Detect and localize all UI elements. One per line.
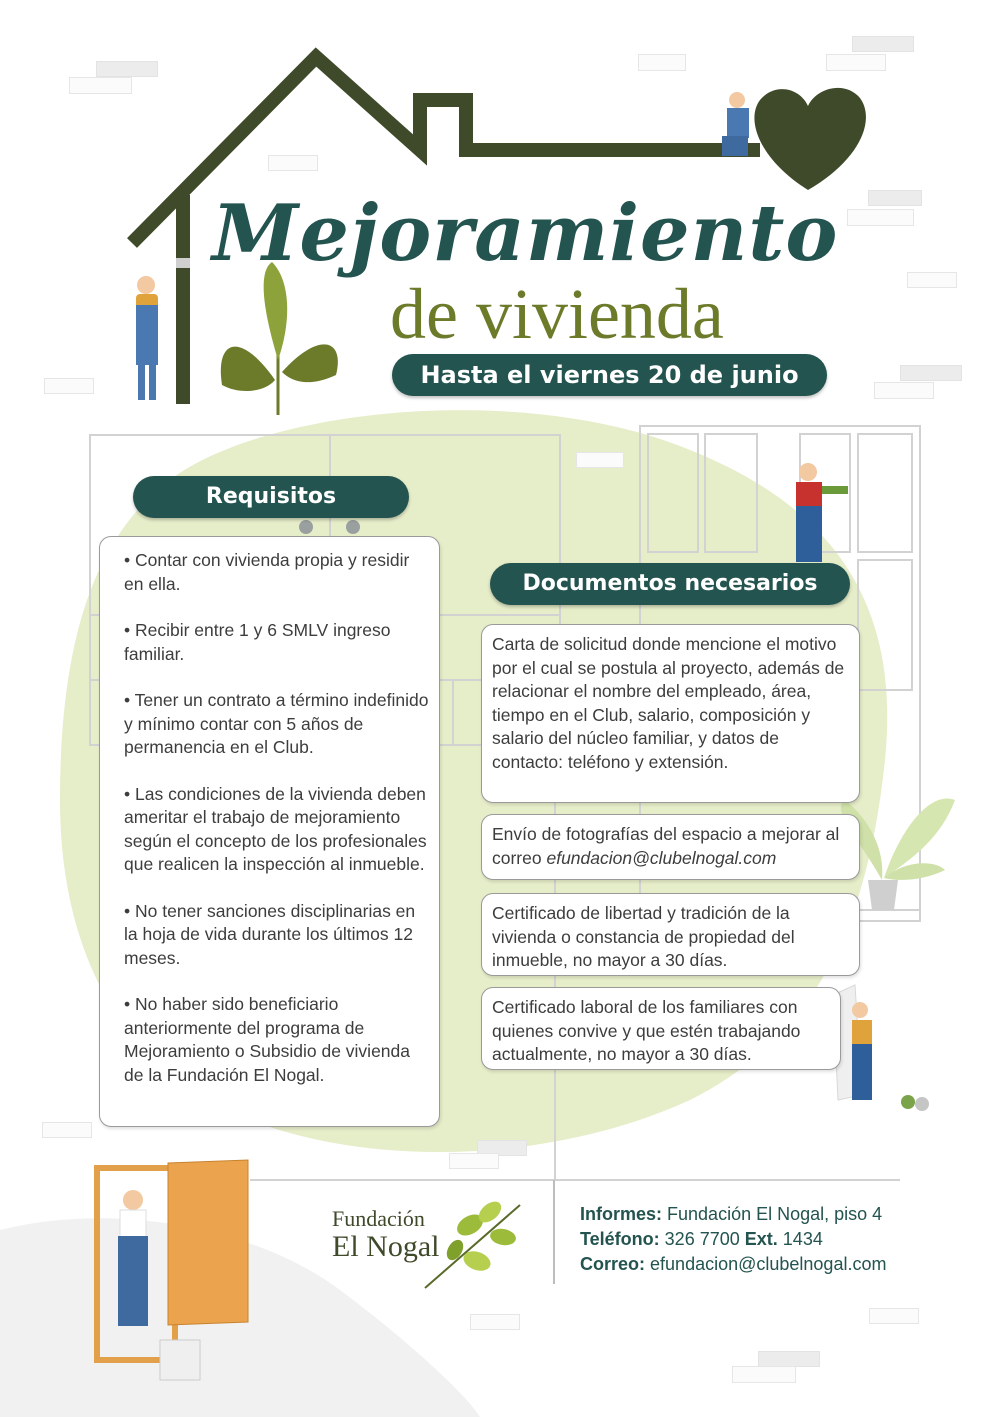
email-value[interactable]: efundacion@clubelnogal.com <box>650 1254 887 1274</box>
brick <box>869 1308 919 1324</box>
email-row <box>580 1254 886 1275</box>
document-item <box>481 814 860 880</box>
ext-label: Ext. <box>744 1229 778 1249</box>
worker-wallpaper-icon <box>833 985 929 1111</box>
page-title-sub: de vivienda <box>390 274 724 354</box>
brick <box>96 61 158 77</box>
phone-row <box>580 1229 823 1250</box>
phone-label: Teléfono: <box>580 1229 660 1249</box>
brick <box>638 54 686 71</box>
requirement-item: • No haber sido beneficiario anteriormente del programa de Mejoramiento o Subsidio de vivienda de la Fundación El Nogal. <box>124 994 410 1085</box>
document-item <box>481 624 860 803</box>
document-text: Envío de fotografías del espacio a mejorar al correo <box>492 824 840 868</box>
brick <box>758 1351 820 1367</box>
brick <box>868 190 922 206</box>
photo-email: efundacion@clubelnogal.com <box>546 847 777 868</box>
brick <box>42 1122 92 1138</box>
page-title-script: Mejoramiento <box>212 188 839 279</box>
brick <box>576 452 624 468</box>
document-item <box>481 987 841 1070</box>
brick <box>874 382 934 399</box>
requirement-item: • Las condiciones de la vivienda deben ameritar el trabajo de mejoramiento según el concepto de los profesionales que realicen la inspección al inmueble. <box>124 783 427 874</box>
documents-heading: Documentos necesarios <box>490 563 850 605</box>
document-text: Carta de solicitud donde mencione el motivo por el cual se postula al proyecto, además de relacionar el nombre del empleado, área, tiempo en el Club, salario, composición y salario del núcleo familiar, y datos de contacto: teléfono y extensión. <box>492 634 845 772</box>
logo <box>332 1208 439 1262</box>
document-text: Certificado de libertad y tradición de la vivienda o constancia de propiedad del inmueble, no mayor a 30 días. <box>492 903 795 970</box>
ext-value: 1434 <box>782 1229 823 1249</box>
logo-line2: El Nogal <box>332 1230 440 1263</box>
brick <box>732 1366 796 1383</box>
requirement-item: • Recibir entre 1 y 6 SMLV ingreso familiar. <box>124 620 391 664</box>
deadline-badge: Hasta el viernes 20 de junio <box>392 354 827 396</box>
info-row <box>580 1204 882 1225</box>
worker-roof-icon <box>722 92 749 156</box>
brick <box>852 36 914 52</box>
brick <box>826 54 886 71</box>
brick <box>847 209 914 226</box>
document-item <box>481 893 860 976</box>
info-label: Informes: <box>580 1204 663 1224</box>
document-text: Certificado laboral de los familiares con quienes convive y que estén trabajando actualmente, no mayor a 30 días. <box>492 997 801 1064</box>
requirement-item: • Tener un contrato a término indefinido y mínimo contar con 5 años de permanencia en el Club. <box>124 690 429 757</box>
requirement-item: • No tener sanciones disciplinarias en la hoja de vida durante los últimos 12 meses. <box>124 900 416 968</box>
plant-icon <box>221 262 338 415</box>
brick <box>449 1153 499 1169</box>
requirements-card <box>99 536 440 1127</box>
brick <box>900 365 962 381</box>
brick <box>44 378 94 394</box>
logo-line1: Fundación <box>332 1206 425 1231</box>
footer-divider <box>553 1180 555 1284</box>
email-label: Correo: <box>580 1254 646 1274</box>
brick <box>268 155 318 171</box>
phone-value: 326 7700 <box>664 1229 740 1249</box>
requirement-item: • Contar con vivienda propia y residir en ella. <box>124 550 410 594</box>
brick <box>907 272 957 288</box>
heart-icon <box>754 88 866 190</box>
worker-drill-icon <box>796 463 848 562</box>
requirements-heading: Requisitos <box>133 476 409 518</box>
brick <box>69 77 132 94</box>
brick <box>470 1314 520 1330</box>
info-value: Fundación El Nogal, piso 4 <box>667 1204 883 1224</box>
